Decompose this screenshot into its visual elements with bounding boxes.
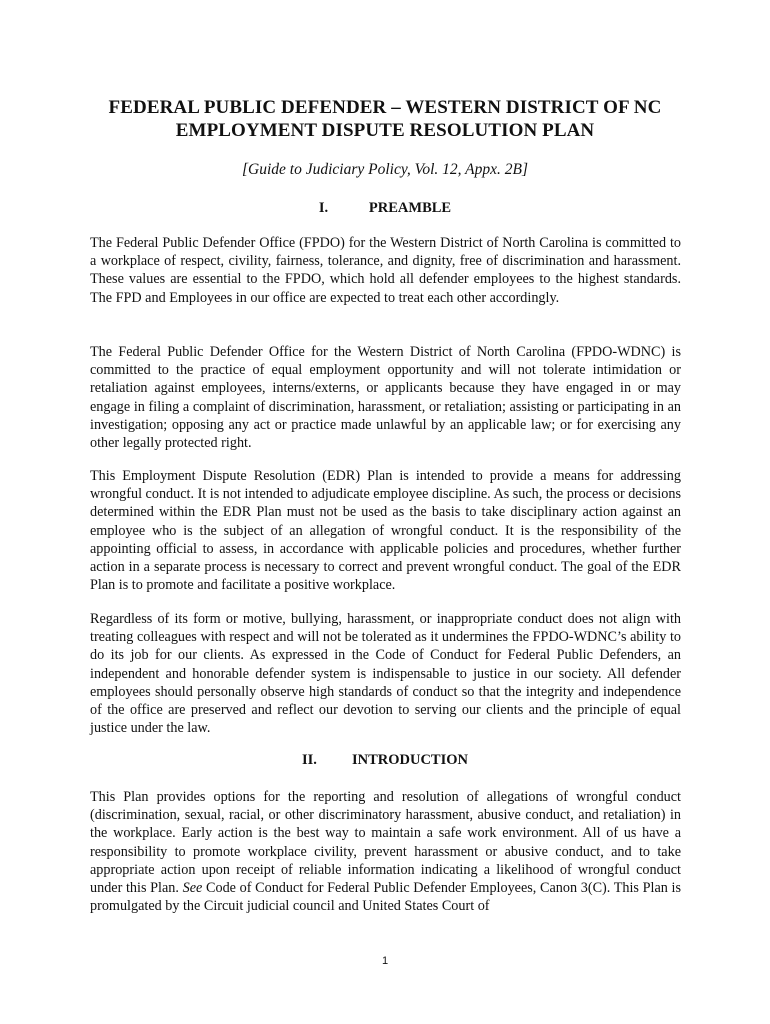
section-number: II. bbox=[301, 752, 317, 768]
intro-text-part-1: This Plan provides options for the reporting and resolution of allegations of wrongful conduct (discrimination, sexual, racial, or other discriminatory harassment, abusive conduct, and retaliation) in the workplace. Early action is the best way to maintain a safe work environment. All of us have a responsibility to promote workplace civility, prevent harassment or abusive conduct, and to take appropriate action upon receipt of reliable information indicating a likelihood of wrongful conduct under this Plan. bbox=[90, 789, 681, 897]
section-title: INTRODUCTION bbox=[351, 752, 468, 768]
section-heading-preamble bbox=[60, 200, 710, 217]
page-number: 1 bbox=[381, 955, 389, 967]
section-number: I. bbox=[318, 200, 329, 216]
policy-citation: [Guide to Judiciary Policy, Vol. 12, Appx. 2B] bbox=[242, 161, 528, 178]
section-title: PREAMBLE bbox=[368, 200, 452, 216]
preamble-paragraph-4: Regardless of its form or motive, bullying, harassment, or inappropriate conduct does not align with treating colleagues with respect and will not be tolerated as it undermines the FPDO-WDNC’s ability to do its job for our clients. As expressed in the Code of Conduct for Federal Public Defenders, an independent and honorable defender system is indispensable to justice in our society. All defender employees should personally observe high standards of conduct so that the integrity and independence of the office are preserved and reflect our devotion to serving our clients and the principle of equal justice under the law. bbox=[90, 611, 681, 737]
see-signal: See bbox=[182, 880, 203, 897]
intro-text-part-2: Code of Conduct for Federal Public Defender Employees, Canon 3(C). This Plan is promulgated by the Circuit judicial council and United States Court of bbox=[90, 880, 681, 915]
title-line-1: FEDERAL PUBLIC DEFENDER – WESTERN DISTRICT OF NC bbox=[108, 97, 662, 118]
preamble-paragraph-2: The Federal Public Defender Office for the Western District of North Carolina (FPDO-WDNC) is committed to the practice of equal employment opportunity and will not tolerate intimidation or retaliation against employees, interns/externs, or applicants because they have engaged in or may engage in filing a complaint of discrimination, harassment, or retaliation; assisting or participating in an investigation; opposing any act or practice made unlawful by an applicable law; or for exercising any other legally protected right. bbox=[90, 344, 681, 452]
preamble-paragraph-1: The Federal Public Defender Office (FPDO) for the Western District of North Carolina is committed to a workplace of respect, civility, fairness, tolerance, and dignity, free of discrimination and harassment. These values are essential to the FPDO, which hold all defender employees to the highest standards. The FPD and Employees in our office are expected to treat each other accordingly. bbox=[90, 235, 681, 306]
introduction-paragraph-1 bbox=[90, 788, 681, 915]
section-heading-introduction bbox=[60, 752, 710, 769]
title-line-2: EMPLOYMENT DISPUTE RESOLUTION PLAN bbox=[175, 120, 595, 141]
preamble-paragraph-3: This Employment Dispute Resolution (EDR) Plan is intended to provide a means for addressing wrongful conduct. It is not intended to adjudicate employee discipline. As such, the process or decisions determined within the EDR Plan must not be used as the basis to take disciplinary action against an employee who is the subject of an allegation of wrongful conduct. It is the responsibility of the appointing official to assess, in accordance with applicable policies and procedures, whether further action in a separate process is necessary to correct and prevent wrongful conduct. The goal of the EDR Plan is to promote and facilitate a positive workplace. bbox=[90, 468, 682, 594]
document-title bbox=[60, 96, 710, 142]
